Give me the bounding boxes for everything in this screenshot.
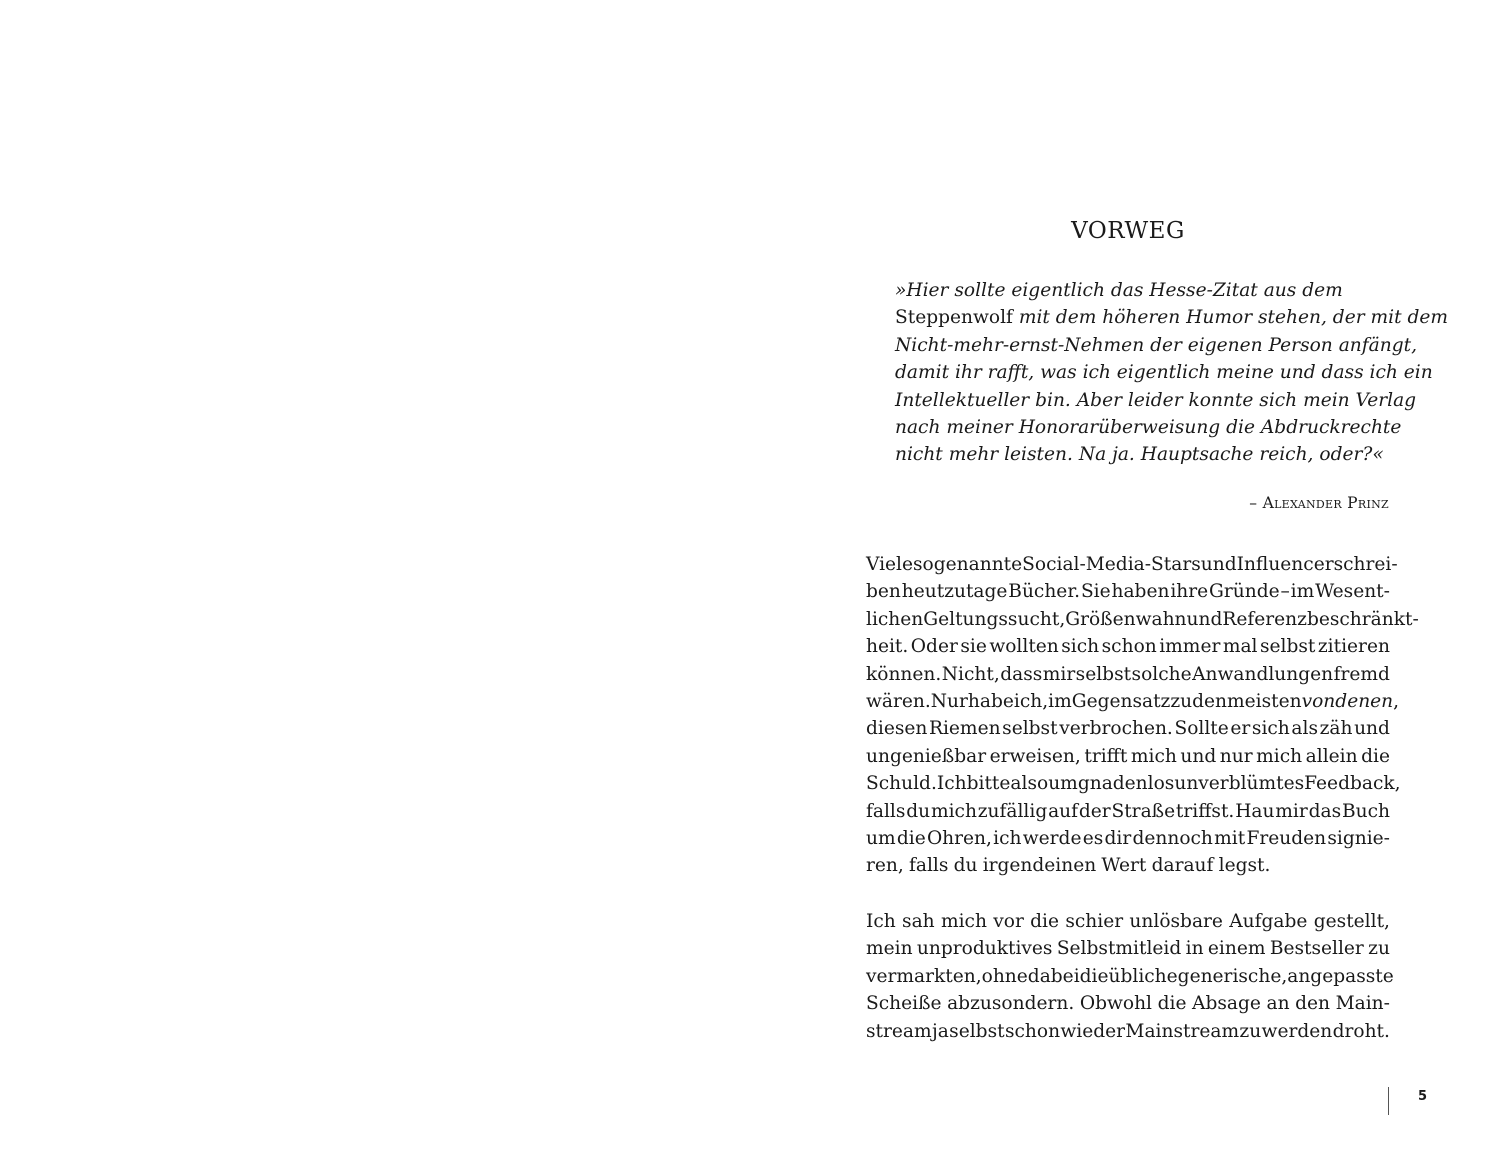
page-number: 5 <box>1418 1089 1428 1104</box>
epigraph-text: mit dem höheren Humor stehen, der mit dem <box>1012 307 1448 329</box>
text-line: können. Nicht, dass mir selbst solche Anwandlungen fremd <box>866 663 1390 685</box>
text-line: vermarkten, ohne dabei die übliche generische, angepasste <box>866 965 1394 987</box>
text-line: diesen Riemen selbst verbrochen. Sollte er sich als zäh und <box>866 718 1390 740</box>
epigraph-line <box>895 441 1391 468</box>
text-line: Schuld. Ich bitte also um gnadenlos unverblümtes Feedback, <box>866 773 1401 795</box>
text-line: Viele sogenannte Social-Media-Stars und Influencer schrei- <box>866 554 1398 575</box>
text-line: stream ja selbst schon wieder Mainstream zu werden droht. <box>866 1020 1390 1042</box>
text-line: um die Ohren, ich werde es dir dennoch mit Freuden signie- <box>866 827 1390 849</box>
text-line: lichen Geltungssucht, Größenwahn und Referenzbeschränkt- <box>866 608 1419 630</box>
epigraph-line <box>895 332 1417 359</box>
epigraph-text: »Hier sollte eigentlich das Hesse-Zitat aus dem <box>895 280 1343 301</box>
text-line: heit. Oder sie wollten sich schon immer mal selbst zitieren <box>866 636 1390 658</box>
epigraph-text: damit ihr rafft, was ich eigentlich meine und dass ich ein <box>895 362 1433 384</box>
epigraph-line <box>895 387 1417 414</box>
text-line: falls du mich zufällig auf der Straße triffst. Hau mir das Buch <box>866 800 1390 822</box>
epigraph-line <box>895 277 1391 304</box>
text-line: ren, falls du irgendeinen Wert darauf legst. <box>866 855 1271 877</box>
text-line: ungenießbar erweisen, trifft mich und nur mich allein die <box>866 745 1390 767</box>
text-line: ben heutzutage Bücher. Sie haben ihre Gründe – im Wesent- <box>866 581 1390 603</box>
epigraph-quote <box>895 277 1448 469</box>
epigraph-line <box>895 414 1402 441</box>
epigraph-text: nach meiner Honorarüberweisung die Abdruckrechte <box>895 417 1402 439</box>
epigraph-attribution: – Alexander Prinz <box>1249 494 1389 512</box>
text-line: Ich sah mich vor die schier unlösbare Aufgabe gestellt, <box>866 911 1390 932</box>
epigraph-book-title: Steppenwolf <box>895 307 1013 329</box>
epigraph-line <box>895 359 1433 386</box>
text-line: mein unproduktives Selbstmitleid in einem Bestseller zu <box>866 938 1390 960</box>
page-number-rule <box>1388 1087 1389 1115</box>
text-line: Scheiße abzusondern. Obwohl die Absage an den Main- <box>866 993 1390 1015</box>
body-paragraph-1 <box>866 551 1419 880</box>
body-paragraph-2 <box>866 908 1394 1045</box>
chapter-title: VORWEG <box>1071 218 1185 244</box>
text-line: wären. Nur habe ich, im Gegensatz zu den meisten von denen, <box>866 690 1400 712</box>
epigraph-line <box>895 304 1448 331</box>
right-page <box>750 0 1500 1167</box>
epigraph-text: Intellektueller bin. Aber leider konnte sich mein Verlag <box>895 389 1417 411</box>
epigraph-text: nicht mehr leisten. Na ja. Hauptsache reich, oder?« <box>895 444 1384 466</box>
epigraph-text: Nicht-mehr-ernst-Nehmen der eigenen Person anfängt, <box>895 334 1417 356</box>
